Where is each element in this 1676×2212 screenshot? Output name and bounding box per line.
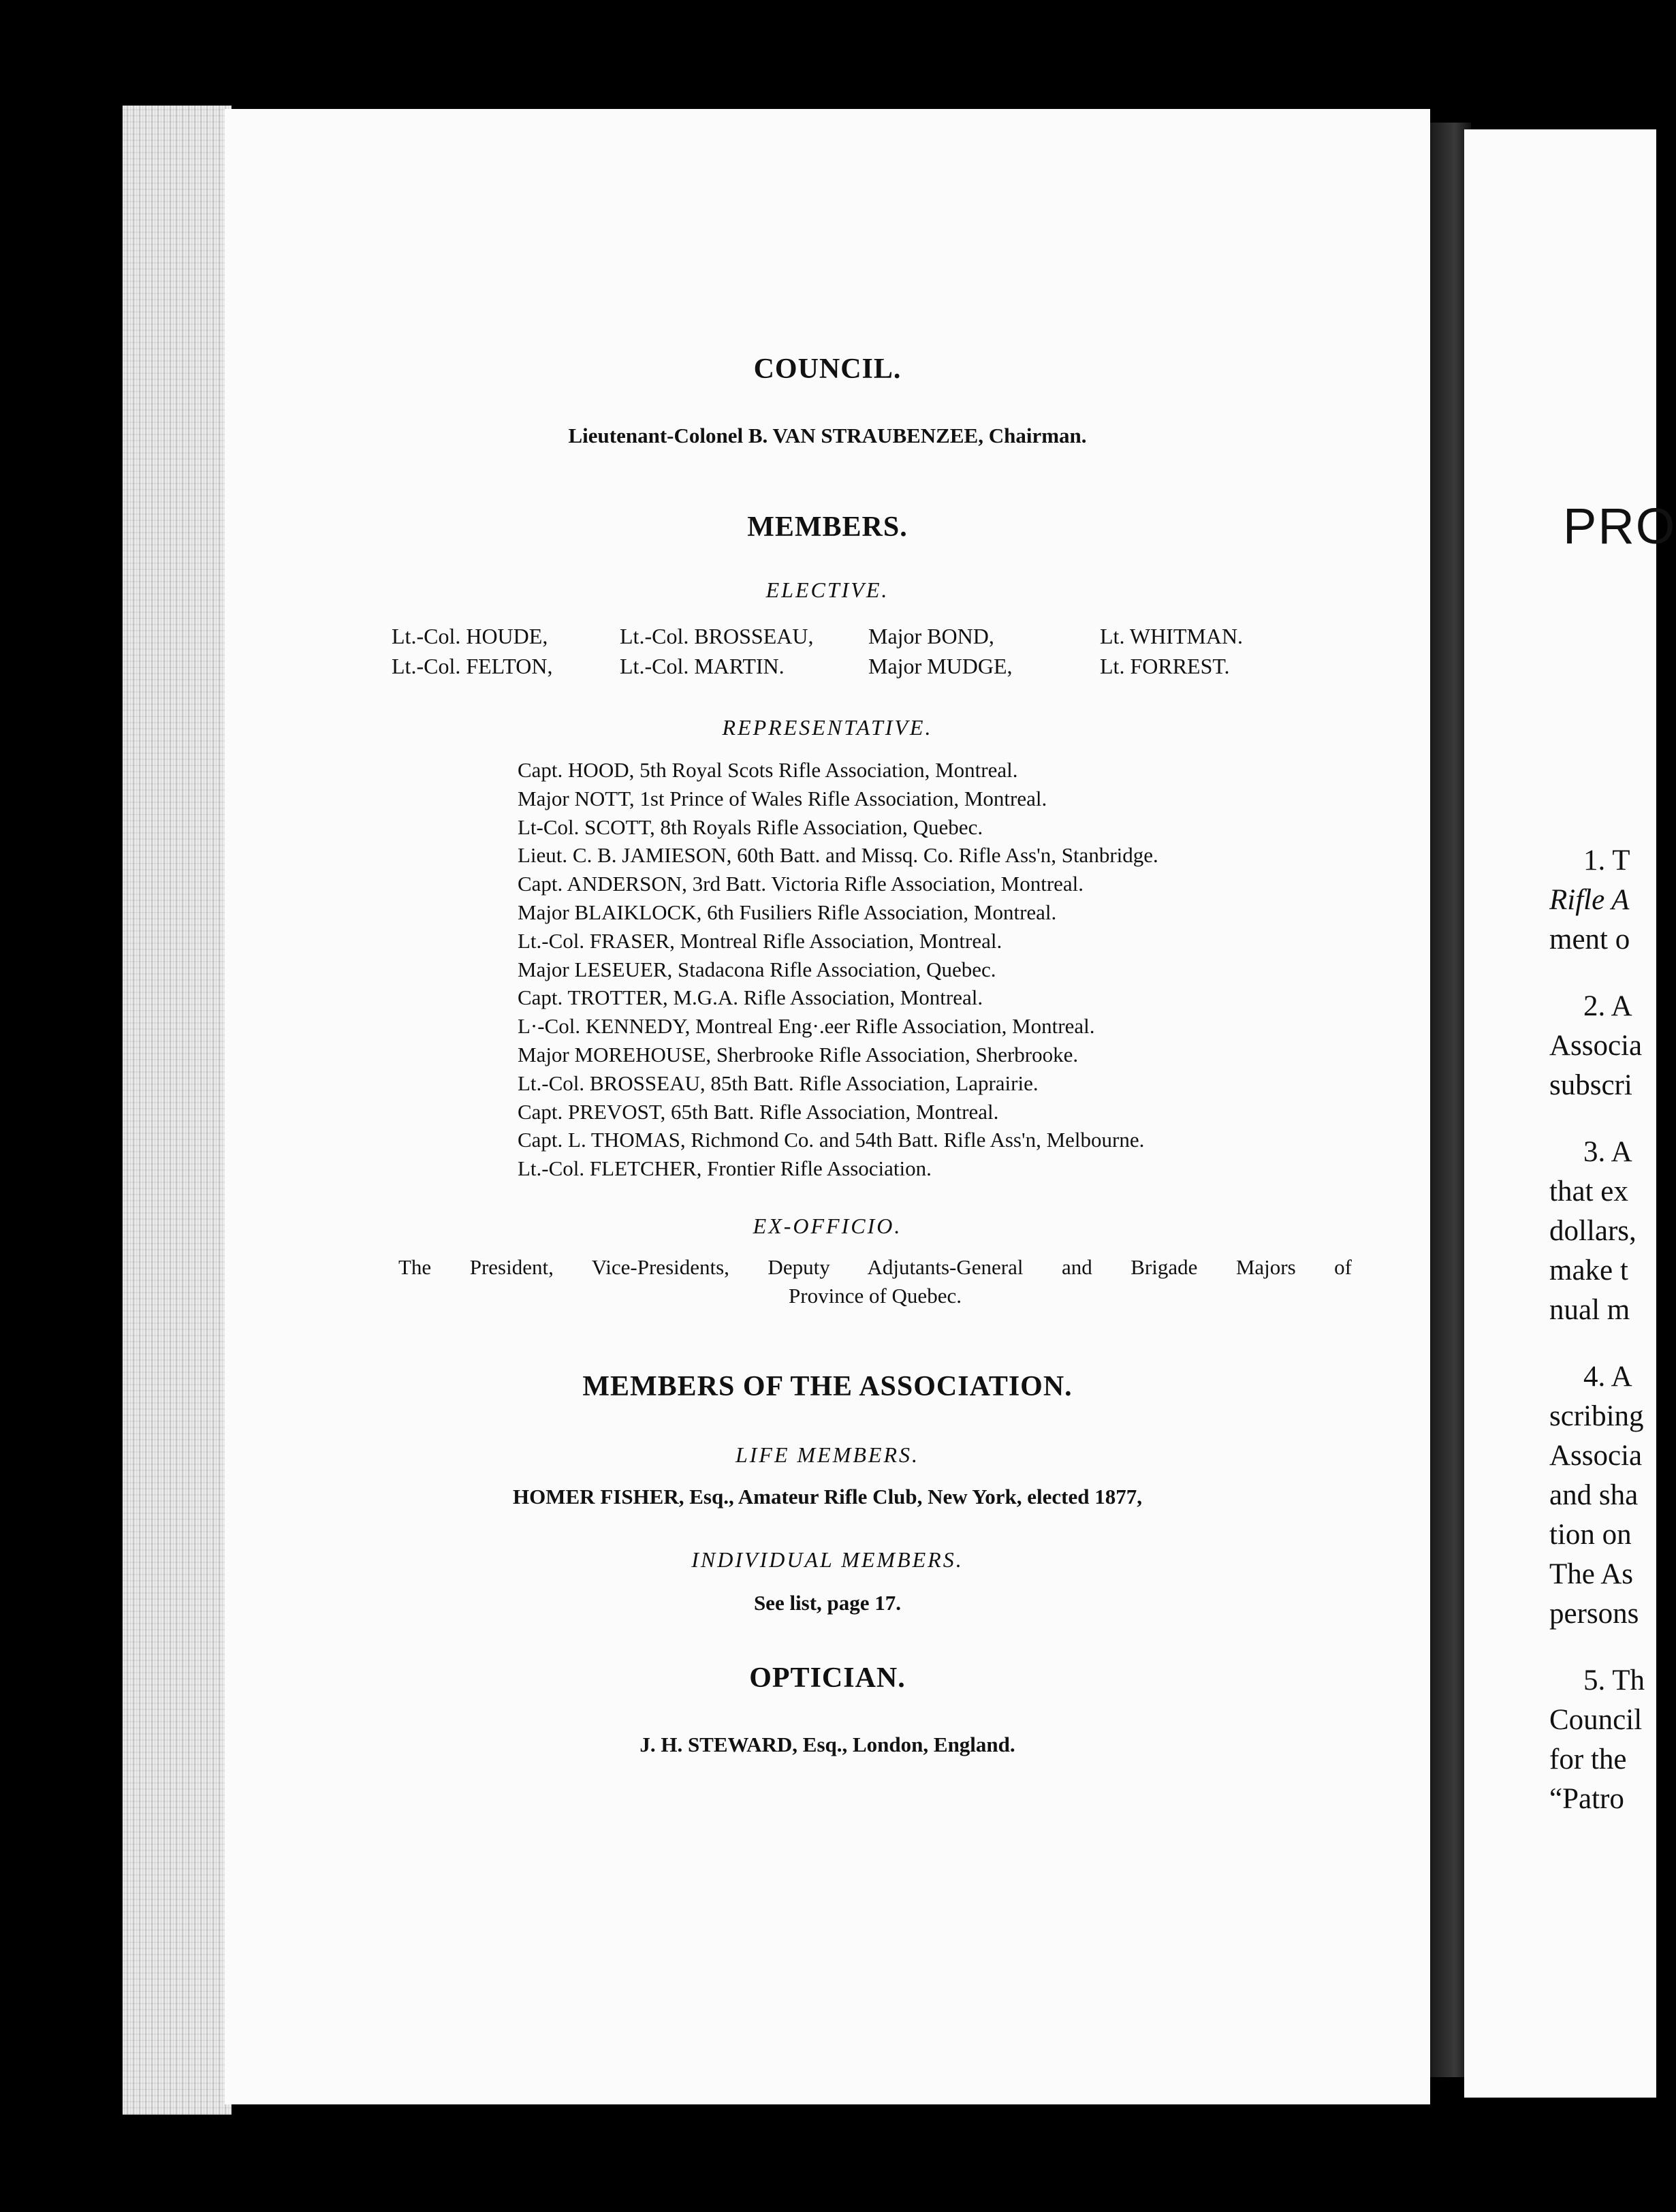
list-item: Capt. ANDERSON, 3rd Batt. Victoria Rifle Association, Montreal. bbox=[518, 872, 1084, 896]
elective-member: Major MUDGE, bbox=[868, 654, 1013, 678]
elective-member: Lt.-Col. HOUDE, bbox=[392, 624, 548, 648]
list-item: Lt.-Col. FRASER, Montreal Rifle Association, Montreal. bbox=[518, 928, 1002, 953]
elective-member: Lt.-Col. FELTON, bbox=[392, 654, 553, 678]
text-line: ment o bbox=[1549, 923, 1630, 955]
list-item: Major MOREHOUSE, Sherbrooke Rifle Association, Sherbrooke. bbox=[518, 1042, 1079, 1066]
elective-member: Lt.-Col. BROSSEAU, bbox=[620, 624, 814, 648]
list-item: Capt. HOOD, 5th Royal Scots Rifle Association, Montreal. bbox=[518, 758, 1018, 782]
text-line: Rifle A bbox=[1549, 884, 1630, 916]
elective-row bbox=[392, 651, 1454, 681]
representative-members-list bbox=[518, 756, 1403, 1183]
representative-heading: REPRESENTATIVE. bbox=[722, 715, 933, 740]
list-item: Capt. TROTTER, M.G.A. Rifle Association, Montreal. bbox=[518, 985, 983, 1010]
elective-member: Major BOND, bbox=[868, 624, 994, 648]
list-item: Major BLAIKLOCK, 6th Fusiliers Rifle Association, Montreal. bbox=[518, 900, 1057, 924]
members-heading: MEMBERS. bbox=[747, 511, 908, 543]
text-line: 1. T bbox=[1583, 844, 1630, 876]
individual-members-note: See list, page 17. bbox=[753, 1591, 902, 1615]
elective-heading: ELECTIVE. bbox=[765, 578, 889, 602]
text-line: Associa bbox=[1549, 1440, 1643, 1472]
text-line: dollars, bbox=[1549, 1215, 1637, 1247]
association-heading: MEMBERS OF THE ASSOCIATION. bbox=[582, 1371, 1073, 1402]
individual-members-heading: INDIVIDUAL MEMBERS. bbox=[691, 1547, 964, 1572]
list-item: Lt.-Col. FLETCHER, Frontier Rifle Association. bbox=[518, 1156, 932, 1181]
list-item: Lt.-Col. BROSSEAU, 85th Batt. Rifle Association, Laprairie. bbox=[518, 1071, 1039, 1095]
text-line: 2. A bbox=[1583, 990, 1632, 1022]
text-line: The As bbox=[1549, 1558, 1634, 1590]
text-line: 3. A bbox=[1583, 1136, 1632, 1168]
council-heading: COUNCIL. bbox=[753, 353, 902, 385]
elective-row bbox=[392, 621, 1454, 651]
list-item: L·-Col. KENNEDY, Montreal Eng·.eer Rifle Association, Montreal. bbox=[518, 1014, 1095, 1039]
left-page bbox=[225, 109, 1430, 2104]
ex-officio-heading: EX-OFFICIO. bbox=[753, 1214, 902, 1238]
text-line: Associa bbox=[1549, 1030, 1643, 1062]
elective-members-list bbox=[392, 621, 1454, 681]
ex-officio-text bbox=[398, 1253, 1352, 1310]
text-line: for the bbox=[1549, 1743, 1627, 1775]
text-line: “Patro bbox=[1549, 1783, 1624, 1815]
elective-member: Lt. WHITMAN. bbox=[1100, 624, 1244, 648]
life-member-entry: HOMER FISHER, Esq., Amateur Rifle Club, New York, elected 1877, bbox=[513, 1485, 1142, 1508]
list-item: Lieut. C. B. JAMIESON, 60th Batt. and Missq. Co. Rifle Ass'n, Stanbridge. bbox=[518, 843, 1158, 868]
elective-member: Lt.-Col. MARTIN. bbox=[620, 654, 785, 678]
text-line: nual m bbox=[1549, 1294, 1630, 1326]
text-line: persons bbox=[1549, 1598, 1639, 1630]
optician-entry: J. H. STEWARD, Esq., London, England. bbox=[639, 1733, 1015, 1756]
text-line: and sha bbox=[1549, 1479, 1639, 1511]
council-chairman: Lieutenant-Colonel B. VAN STRAUBENZEE, Chairman. bbox=[568, 424, 1087, 447]
text-line: make t bbox=[1549, 1254, 1628, 1286]
list-item: Lt-Col. SCOTT, 8th Royals Rifle Association, Quebec. bbox=[518, 815, 983, 839]
text-line: scribing bbox=[1549, 1400, 1644, 1432]
text-line: subscri bbox=[1549, 1069, 1632, 1101]
text-line: that ex bbox=[1549, 1175, 1628, 1207]
text-line: 5. Th bbox=[1583, 1664, 1645, 1696]
right-page-text bbox=[1549, 841, 1645, 1819]
life-members-heading: LIFE MEMBERS. bbox=[735, 1442, 920, 1467]
elective-member: Lt. FORREST. bbox=[1100, 654, 1230, 678]
list-item: Capt. L. THOMAS, Richmond Co. and 54th Batt. Rifle Ass'n, Melbourne. bbox=[518, 1128, 1145, 1152]
list-item: Capt. PREVOST, 65th Batt. Rifle Association, Montreal. bbox=[518, 1099, 999, 1124]
text-line: tion on bbox=[1549, 1519, 1632, 1551]
book-page-edges bbox=[123, 106, 232, 2115]
right-page-title: PRO bbox=[1563, 498, 1676, 554]
ex-officio-line: The President, Vice-Presidents, Deputy Adjutants-General and Brigade Majors of bbox=[398, 1255, 1352, 1279]
text-line: Council bbox=[1549, 1704, 1643, 1736]
list-item: Major NOTT, 1st Prince of Wales Rifle Association, Montreal. bbox=[518, 786, 1047, 810]
right-page bbox=[1464, 129, 1676, 2098]
text-line: 4. A bbox=[1583, 1361, 1632, 1393]
list-item: Major LESEUER, Stadacona Rifle Association, Quebec. bbox=[518, 957, 996, 981]
ex-officio-line: Province of Quebec. bbox=[789, 1284, 962, 1308]
optician-heading: OPTICIAN. bbox=[749, 1662, 906, 1694]
